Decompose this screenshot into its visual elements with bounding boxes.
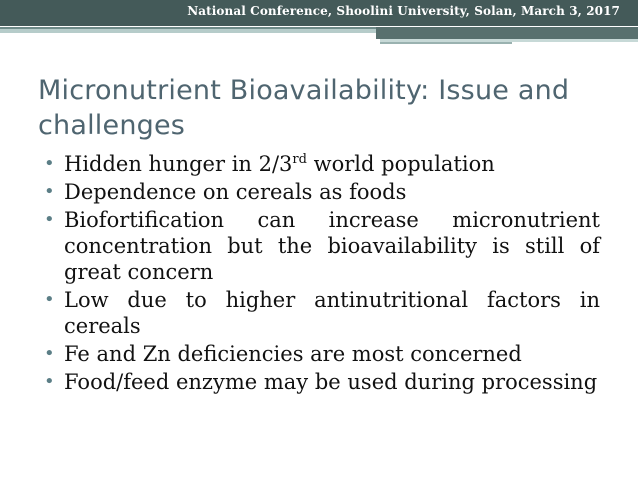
bullet-icon: •	[44, 209, 55, 230]
decorative-stripe-right-dark	[376, 27, 638, 39]
bullet-list	[44, 151, 600, 397]
decorative-stripe-left-light	[0, 29, 378, 33]
bullet-icon: •	[44, 289, 55, 310]
conference-header: National Conference, Shoolini University, Solan, March 3, 2017	[187, 4, 620, 18]
bullet-item-enzyme	[44, 369, 600, 395]
bullet-item-biofortification	[44, 207, 600, 285]
bullet-text-tail: world population	[306, 152, 495, 176]
decorative-stripe-right-line	[380, 42, 512, 44]
bullet-icon: •	[44, 343, 55, 364]
bullet-item-hidden-hunger	[44, 151, 600, 177]
bullet-text: Low due to higher antinutritional factors in cereals	[64, 288, 600, 338]
bullet-item-deficiencies	[44, 341, 600, 367]
bullet-item-antinutritional	[44, 287, 600, 339]
bullet-item-cereals	[44, 179, 600, 205]
bullet-text: Dependence on cereals as foods	[64, 180, 407, 204]
bullet-icon: •	[44, 371, 55, 392]
bullet-text: Food/feed enzyme may be used during processing	[64, 370, 598, 394]
bullet-superscript: rd	[292, 152, 307, 167]
bullet-text: Hidden hunger in 2/3	[64, 152, 293, 176]
slide-title: Micronutrient Bioavailability: Issue and challenges	[38, 75, 570, 141]
bullet-text: Biofortification can increase micronutrient concentration but the bioavailability is still of great concern	[64, 208, 600, 284]
bullet-text: Fe and Zn deficiencies are most concerned	[64, 342, 522, 366]
bullet-icon: •	[44, 153, 55, 174]
bullet-icon: •	[44, 181, 55, 202]
